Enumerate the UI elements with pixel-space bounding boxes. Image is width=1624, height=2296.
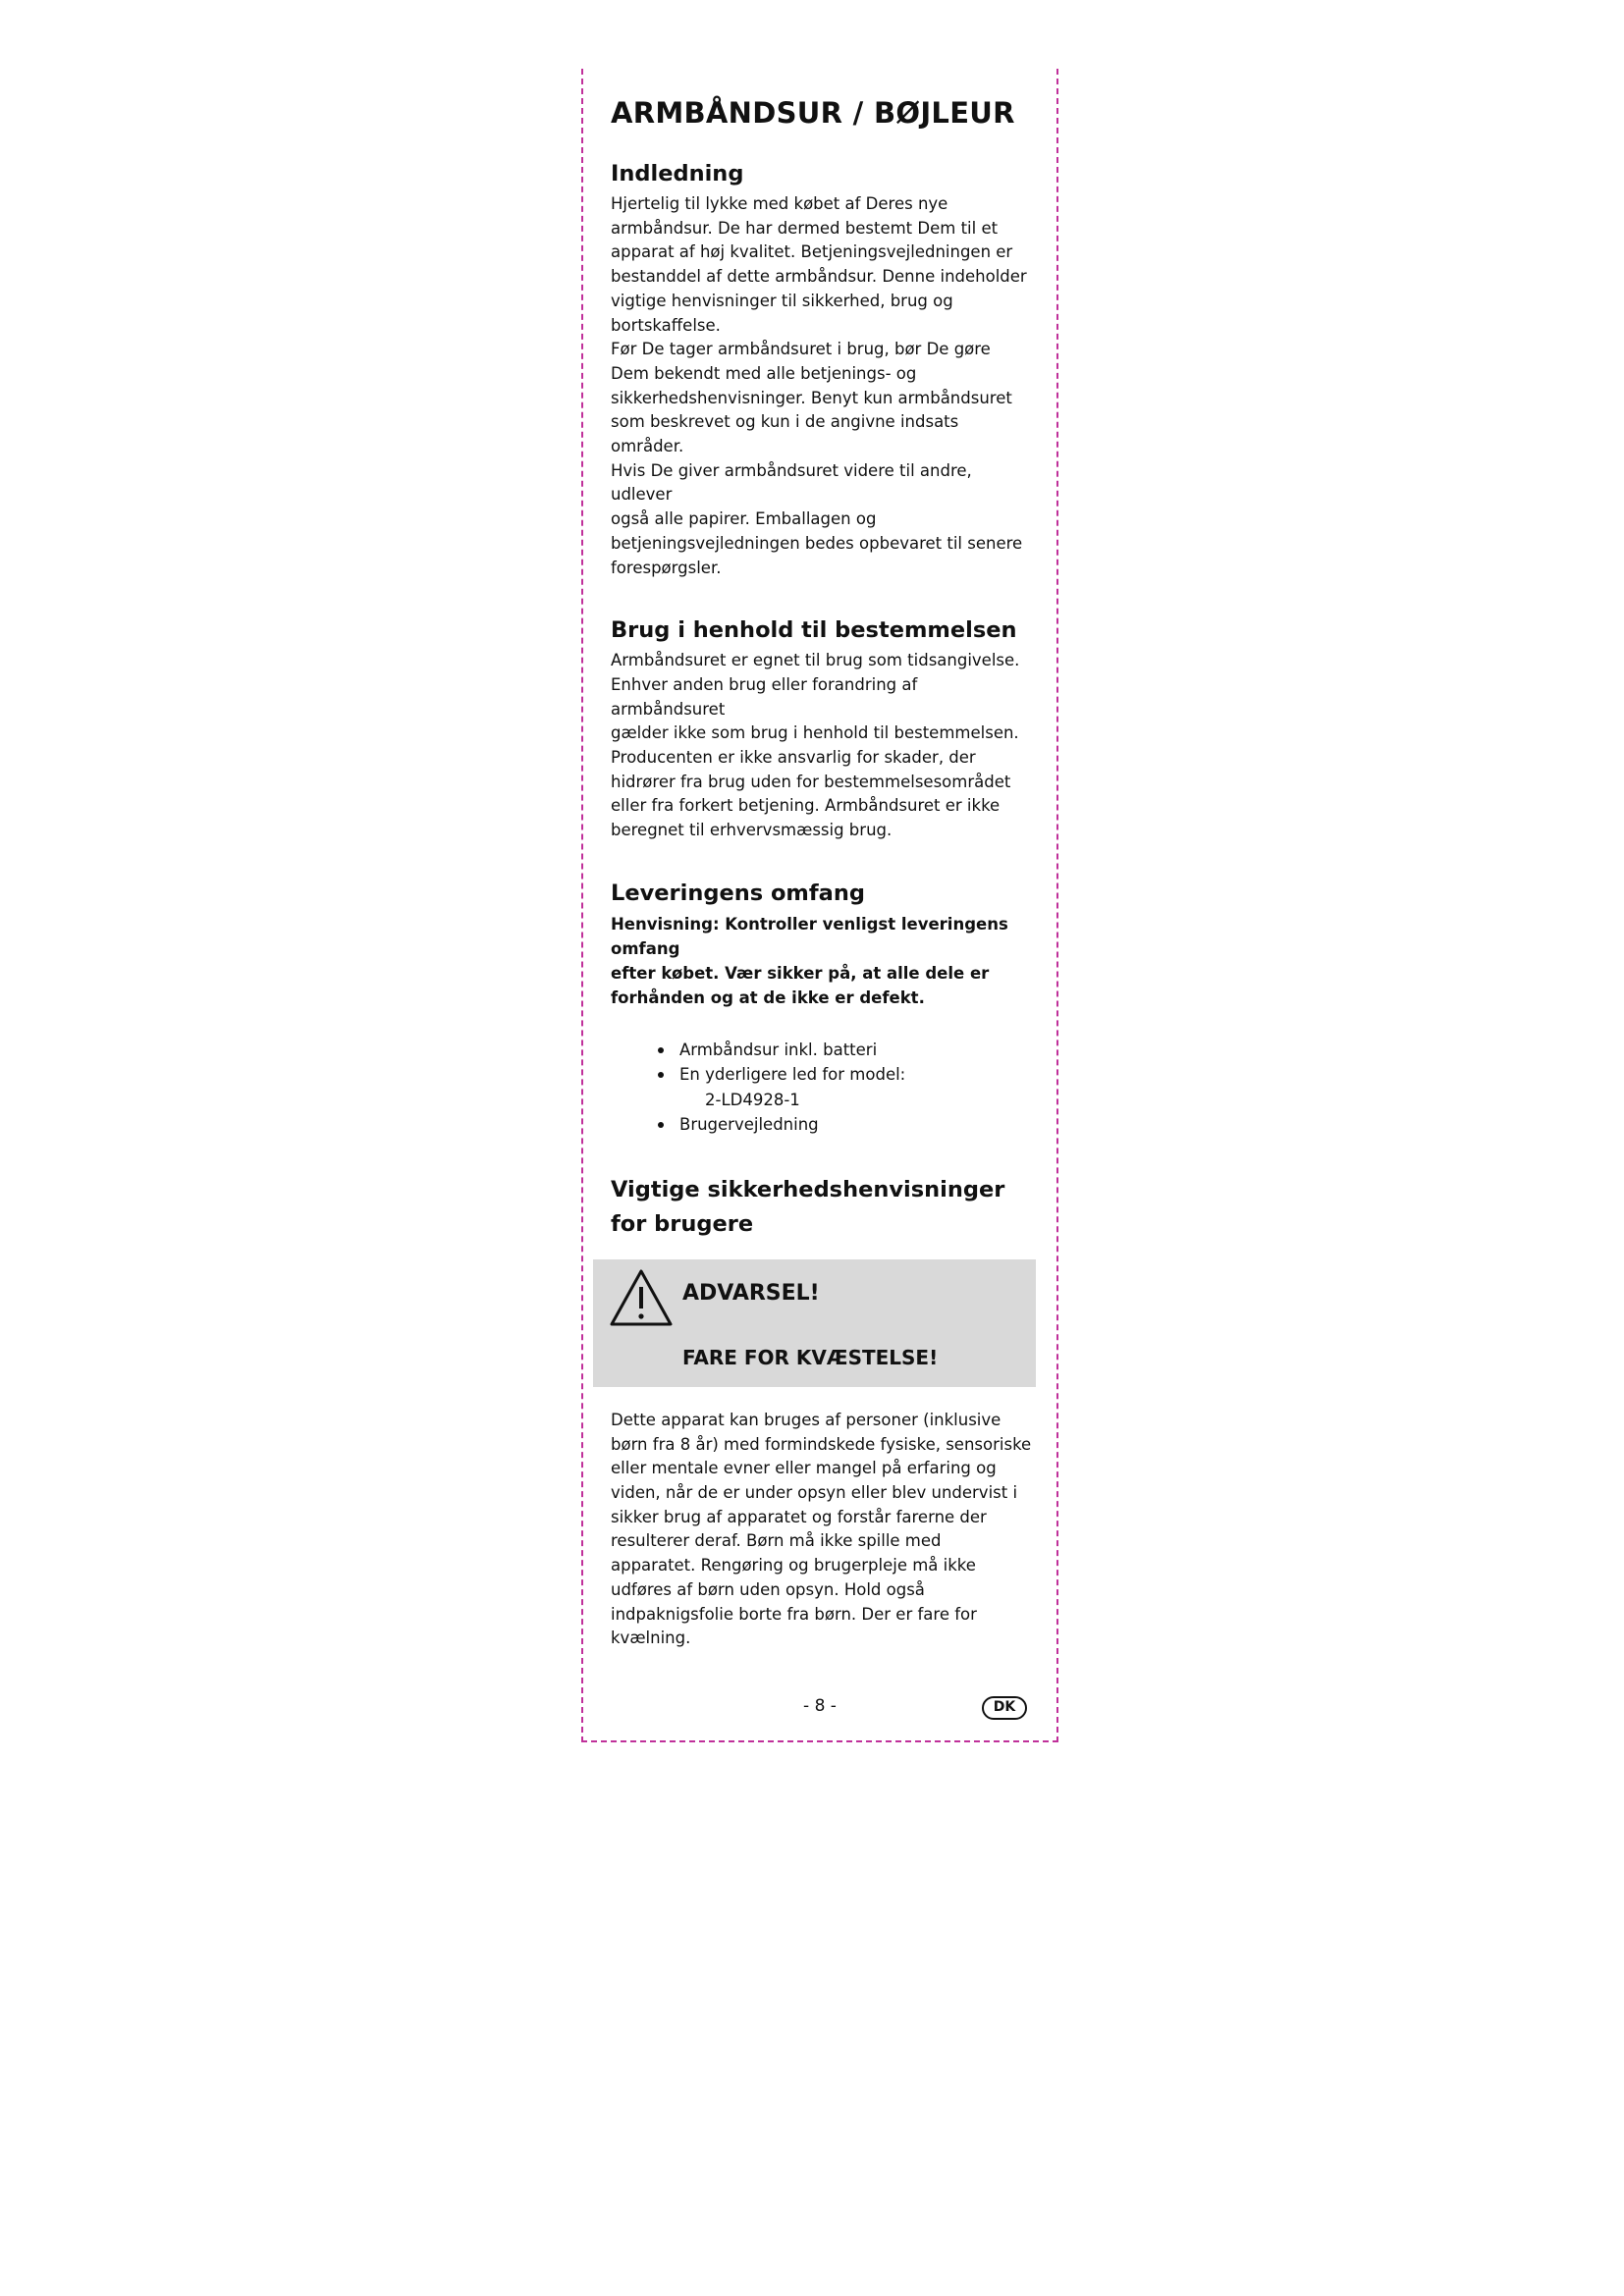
warning-triangle-icon (609, 1267, 674, 1328)
warning-box (593, 1259, 1036, 1387)
model-number: 2-LD4928-1 (705, 1090, 800, 1109)
safety-body: Dette apparat kan bruges af personer (inklusive børn fra 8 år) med formindskede fysiske, sensoriske eller mentale evner eller mangel på erfaring og viden, når de er under opsyn eller blev undervist i sikker brug af apparatet og forstår farerne der resulterer deraf. Børn må ikke spille med apparatet. Rengøring og brugerpleje må ikke udføres af børn uden opsyn. Hold også indpaknigsfolie borte fra børn. Der er fare for kvælning. (611, 1410, 1032, 1648)
list-item: Armbåndsur inkl. batteri (656, 1038, 1033, 1063)
section-heading: Brug i henhold til bestemmelsen (611, 617, 1017, 644)
warning-subtitle: FARE FOR KVÆSTELSE! (682, 1345, 939, 1369)
country-badge: DK (982, 1696, 1027, 1720)
section-heading: Vigtige sikkerhedshenvisninger for brugere (611, 1176, 1005, 1237)
delivery-items-list (611, 1038, 1033, 1138)
section-introduction (611, 159, 1033, 580)
list-item: Brugervejledning (656, 1112, 1033, 1138)
section-body: Armbåndsuret er egnet til brug som tidsangivelse. Enhver anden brug eller forandring af armbåndsuret gælder ikke som brug i henhold til bestemmelsen. Producenten er ikke ansvarlig for skader, der hidrører fra brug uden for bestemmelsesområdet eller fra forkert betjening. Armbåndsuret er ikke beregnet til erhvervsmæssig brug. (611, 651, 1020, 840)
section-delivery-scope (611, 879, 1033, 1138)
section-intended-use (611, 615, 1033, 843)
list-item: En yderligere led for model: 2-LD4928-1 (656, 1062, 1033, 1112)
document-content (611, 96, 1033, 1651)
section-heading: Leveringens omfang (611, 880, 865, 906)
section-safety (611, 1173, 1033, 1651)
warning-title: ADVARSEL! (682, 1280, 820, 1306)
section-heading: Indledning (611, 161, 744, 187)
page-number: - 8 - (803, 1696, 837, 1716)
section-body: Hjertelig til lykke med købet af Deres nye armbåndsur. De har dermed bestemt Dem til et apparat af høj kvalitet. Betjeningsvejledningen er bestanddel af dette armbåndsur. Denne indeholder vigtige henvisninger til sikkerhed, brug og bortskaffelse. Før De tager armbåndsuret i brug, bør De gøre Dem bekendt med alle betjenings- og sikkerhedshenvisninger. Benyt kun armbåndsuret som beskrevet og kun i de angivne indsats områder. Hvis De giver armbåndsuret videre til andre, udlever også alle papirer. Emballagen og betjeningsvejledningen bedes opbevaret til senere forespørgsler. (611, 194, 1027, 577)
delivery-note: Henvisning: Kontroller venligst leveringens omfang efter købet. Vær sikker på, at alle dele er forhånden og at de ikke er defekt. (611, 914, 1008, 1007)
document-title: ARMBÅNDSUR / BØJLEUR (611, 96, 1015, 130)
